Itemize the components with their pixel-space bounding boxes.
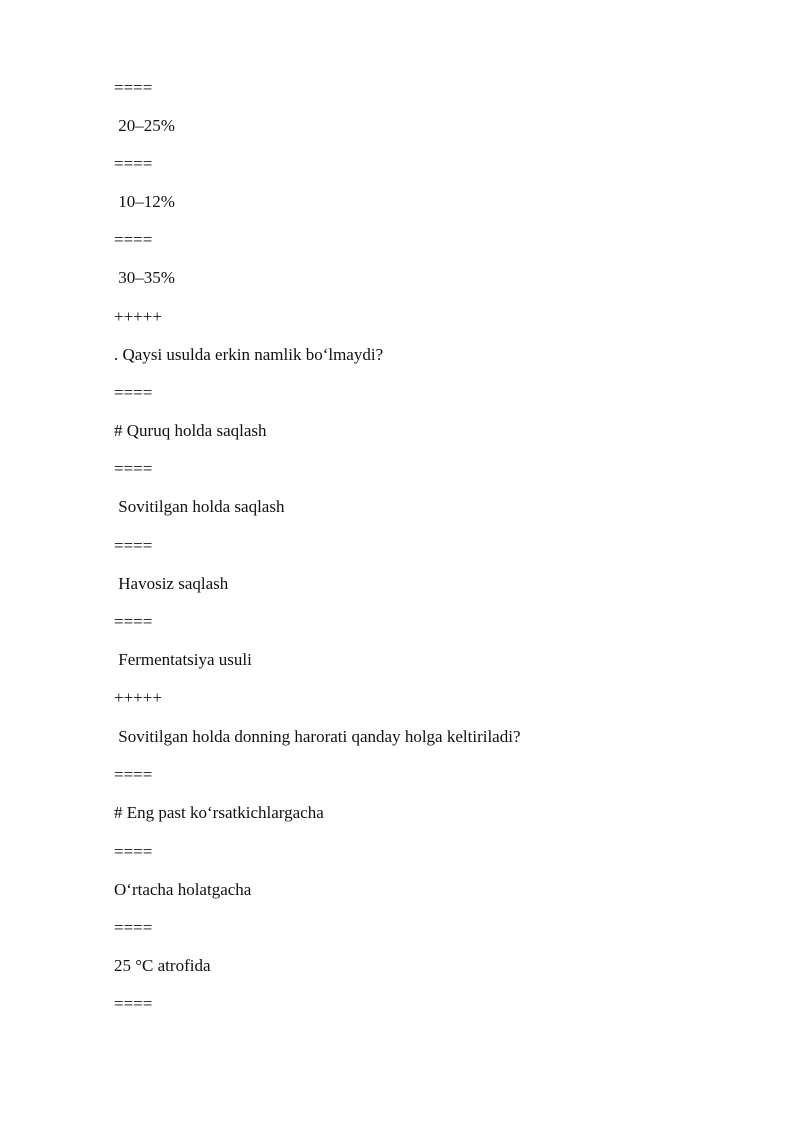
correct-answer-option: # Quruq holda saqlash xyxy=(114,421,267,440)
answer-option: Havosiz saqlash xyxy=(114,574,229,593)
answer-option: O‘rtacha holatgacha xyxy=(114,880,252,899)
question-text: . Qaysi usulda erkin namlik bo‘lmaydi? xyxy=(114,345,384,364)
correct-answer-option: # Eng past ko‘rsatkichlargacha xyxy=(114,803,324,822)
separator-line: ==== xyxy=(114,154,153,173)
separator-line: ==== xyxy=(114,383,153,402)
answer-option: 10–12% xyxy=(114,192,175,211)
separator-line: ==== xyxy=(114,612,153,631)
separator-line: ==== xyxy=(114,78,153,97)
separator-line: ==== xyxy=(114,536,153,555)
question-text: Sovitilgan holda donning harorati qanday holga keltiriladi? xyxy=(114,727,521,746)
answer-option: 30–35% xyxy=(114,268,175,287)
answer-option: Fermentatsiya usuli xyxy=(114,650,252,669)
separator-line: ==== xyxy=(114,994,153,1013)
answer-option: 20–25% xyxy=(114,116,175,135)
answer-option: 25 °C atrofida xyxy=(114,956,211,975)
separator-line: ==== xyxy=(114,765,153,784)
question-separator: +++++ xyxy=(114,688,162,707)
separator-line: ==== xyxy=(114,459,153,478)
separator-line: ==== xyxy=(114,918,153,937)
separator-line: ==== xyxy=(114,230,153,249)
separator-line: ==== xyxy=(114,842,153,861)
answer-option: Sovitilgan holda saqlash xyxy=(114,497,285,516)
question-separator: +++++ xyxy=(114,307,162,326)
